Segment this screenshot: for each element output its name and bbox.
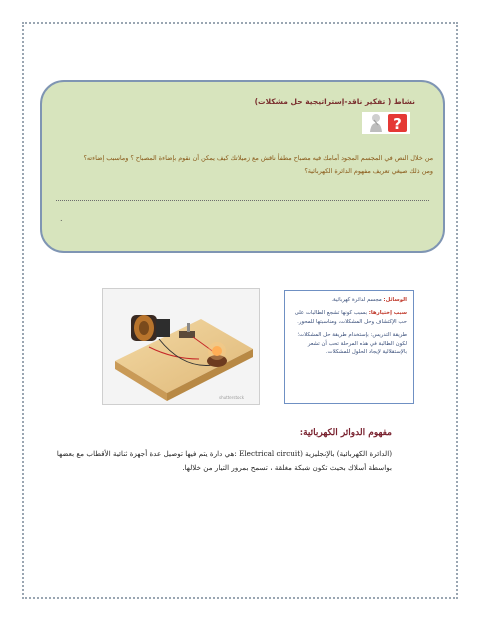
photo-watermark: shutterstock xyxy=(219,395,245,400)
reason-label: سبب إختيارها: xyxy=(368,310,407,317)
answer-dot: . xyxy=(60,214,63,223)
activity-question xyxy=(53,154,433,177)
circuit-model-image xyxy=(103,289,259,404)
tools-paragraph xyxy=(291,296,407,304)
method-paragraph: طريقة التدريس: بإستخدام طريقة حل المشكلات؛لكون الطالبة في هذه المرحلة تحب أن تشعر بالإستقلالية لإيجاد الحلول للمشكلات. xyxy=(297,332,407,355)
question-line-2: ومن ذلك صيغي تعريف مفهوم الدائرة الكهربائية؟ xyxy=(304,167,433,176)
thinker-question-icon xyxy=(362,112,410,134)
answer-dotted-line xyxy=(56,200,429,201)
activity-box xyxy=(40,80,445,253)
tools-label: الوسائل: xyxy=(383,297,407,303)
reason-paragraph xyxy=(291,309,407,326)
concept-definition: (الدائرة الكهربائية) بالإنجليزية (Electrical circuit :هي دارة يتم فيها توصيل عدة أجهزة ثنائية الأقطاب مع بعضها بواسطة أسلاك بحيث تكون شبكة مغلقة ، تسمح بمرور التيار من خلالها. xyxy=(56,449,392,473)
question-line-1: من خلال النص في المجسم المجود أمامك فيه مصباح مطفأ ناقش مع زميلاتك كيف يمكن أن نقوم بإضاءة المصباح ؟ وماسبب إضاءته؟ xyxy=(83,154,433,162)
lesson-info-box xyxy=(284,290,414,404)
svg-text:?: ? xyxy=(393,115,402,133)
concept-title: مفهوم الدوائر الكهربائية: xyxy=(299,428,392,438)
tools-text: مجسم لدائرة كهربائية. xyxy=(331,297,382,303)
activity-title: نشاط ( تفكير ناقد-إستراتيجية حل مشكلات) xyxy=(254,97,415,106)
circuit-model-photo xyxy=(102,288,260,405)
reason-text: بسبب كونها تشجع الطالبات على حب الإكتشاف وحل المشكلات، ومناسبتها للمحور. xyxy=(294,310,407,325)
